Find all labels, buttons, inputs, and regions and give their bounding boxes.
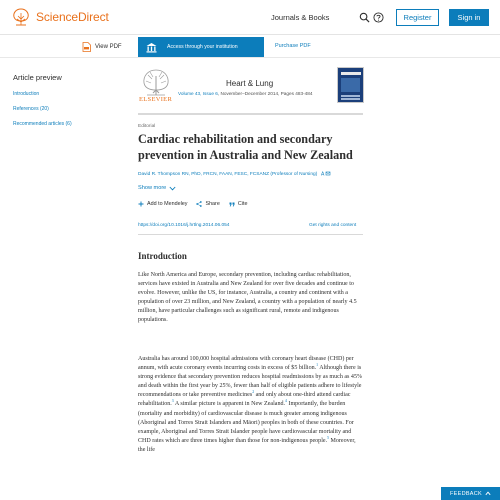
elsevier-logo[interactable]	[138, 67, 174, 105]
cite-label: Cite	[237, 201, 248, 207]
reference-link[interactable]: 1	[316, 363, 319, 368]
access-label: Access through your institution	[167, 44, 238, 50]
body-paragraph: Like North America and Europe, secondary prevention, including cardiac rehabilitation, services have existed in Australia and New Zealand for over five decades and continue to evolve. However, unlike the US, for instance, Australia, a country and continent with a population of over 23 million, and New Zealand, a country with a population of nearly 4.5 million, have particular challenges such as significant rural, remote and indigenous populations.	[138, 272, 357, 324]
elsevier-tree-icon	[10, 7, 32, 27]
sidebar-item-references[interactable]: References (20)	[13, 106, 49, 112]
header-divider	[138, 234, 363, 235]
body-text: Importantly, the burden (mortality and morbidity) of cardiovascular disease is much greater among indigenous (Aboriginal and Torres Strait Islanders and Māori) peoples in both of these countries. For example, Aboriginal and Torres Strait Islander people have cardiovascular mortality and CHD rates which are three times higher than those for non-indigenous people.	[138, 401, 354, 444]
cover-line	[341, 98, 360, 100]
feedback-button[interactable]	[441, 487, 500, 500]
plus-icon	[138, 201, 144, 207]
top-header	[0, 0, 500, 35]
reference-link[interactable]: 4	[285, 399, 287, 404]
journals-books-link[interactable]: Journals & Books	[271, 13, 330, 22]
elsevier-wordmark: ELSEVIER	[139, 96, 173, 103]
volume-issue-link[interactable]: Volume 43, Issue 6	[178, 91, 218, 96]
cover-title-bar	[341, 72, 361, 75]
pdf-icon	[82, 42, 91, 52]
view-pdf-button[interactable]	[82, 42, 122, 52]
body-text: Australia has around 100,000 hospital admissions with coronary heart disease (CHD) per annum, with acute coronary events incurring costs in excess of $5 billion.	[138, 356, 354, 372]
reference-link[interactable]: 5	[327, 435, 329, 440]
help-icon[interactable]	[373, 12, 384, 23]
article-title: Cardiac rehabilitation and secondary prevention in Australia and New Zealand	[138, 132, 353, 162]
add-mendeley-label: Add to Mendeley	[147, 201, 188, 207]
journal-divider	[138, 113, 363, 115]
reference-link[interactable]: 3	[171, 399, 174, 404]
view-pdf-label: View PDF	[95, 44, 122, 50]
section-heading-introduction: Introduction	[138, 251, 187, 261]
share-button[interactable]	[196, 201, 219, 207]
author-info-icons[interactable]	[321, 171, 335, 176]
article-type: Editorial	[138, 124, 156, 129]
body-text: Moreover, the life	[138, 437, 356, 453]
article-actions	[138, 201, 256, 207]
logo-text: ScienceDirect	[36, 10, 109, 24]
sidebar-title: Article preview	[13, 73, 62, 82]
chevron-icon	[485, 491, 491, 496]
sidebar-item-introduction[interactable]: Introduction	[13, 91, 40, 97]
access-institution-button[interactable]	[138, 37, 264, 57]
show-more-label: Show more	[138, 185, 167, 191]
feedback-label: FEEDBACK	[449, 490, 483, 497]
doi-link[interactable]: https://doi.org/10.1016/j.hrtlng.2014.06.054	[138, 223, 230, 228]
author-link[interactable]: David R. Thompson RN, PhD, FRCN, FAAN, FESC, FCSANZ (Professor of Nursing)	[138, 172, 318, 177]
issue-details: , November–December 2014, Pages 483-484	[217, 91, 313, 96]
institution-icon	[146, 42, 157, 53]
rights-content-link[interactable]: Get rights and content	[309, 223, 357, 228]
body-text: A similar picture is apparent in New Zealand.	[173, 401, 286, 408]
body-text: and only about one-third attend cardiac rehabilitation.	[138, 392, 351, 408]
chevron-down-icon	[169, 186, 176, 191]
sidebar-item-recommended[interactable]: Recommended articles (6)	[13, 121, 72, 127]
author-list	[138, 171, 335, 177]
share-label: Share	[205, 201, 220, 207]
cover-line	[341, 95, 360, 97]
article-toolbar	[0, 36, 500, 58]
sciencedirect-logo[interactable]	[10, 7, 109, 27]
share-icon	[196, 201, 202, 207]
body-text: Although there is strong evidence that secondary prevention reduces hospital readmissions by as much as 45% and death within the first year by 25%, fewer than half of eligible patients adhere to lifestyle recommendations or take preventive medicines	[138, 365, 363, 399]
search-icon[interactable]	[359, 12, 370, 23]
register-button[interactable]: Register	[396, 9, 439, 26]
article-outline-sidebar	[13, 73, 123, 136]
journal-cover-image[interactable]	[337, 67, 364, 103]
show-more-button[interactable]	[138, 185, 176, 191]
journal-issue-info	[178, 91, 312, 96]
reference-link[interactable]: 2	[252, 390, 255, 395]
cover-band	[341, 78, 360, 92]
svg-text:A: A	[320, 171, 324, 176]
journal-name[interactable]: Heart & Lung	[226, 79, 274, 88]
quote-icon	[229, 202, 235, 207]
signin-button[interactable]: Sign in	[449, 9, 489, 26]
add-to-mendeley-button[interactable]	[138, 201, 187, 207]
body-paragraph	[138, 355, 364, 500]
purchase-pdf-link[interactable]: Purchase PDF	[275, 43, 311, 49]
cite-button[interactable]	[229, 201, 248, 207]
